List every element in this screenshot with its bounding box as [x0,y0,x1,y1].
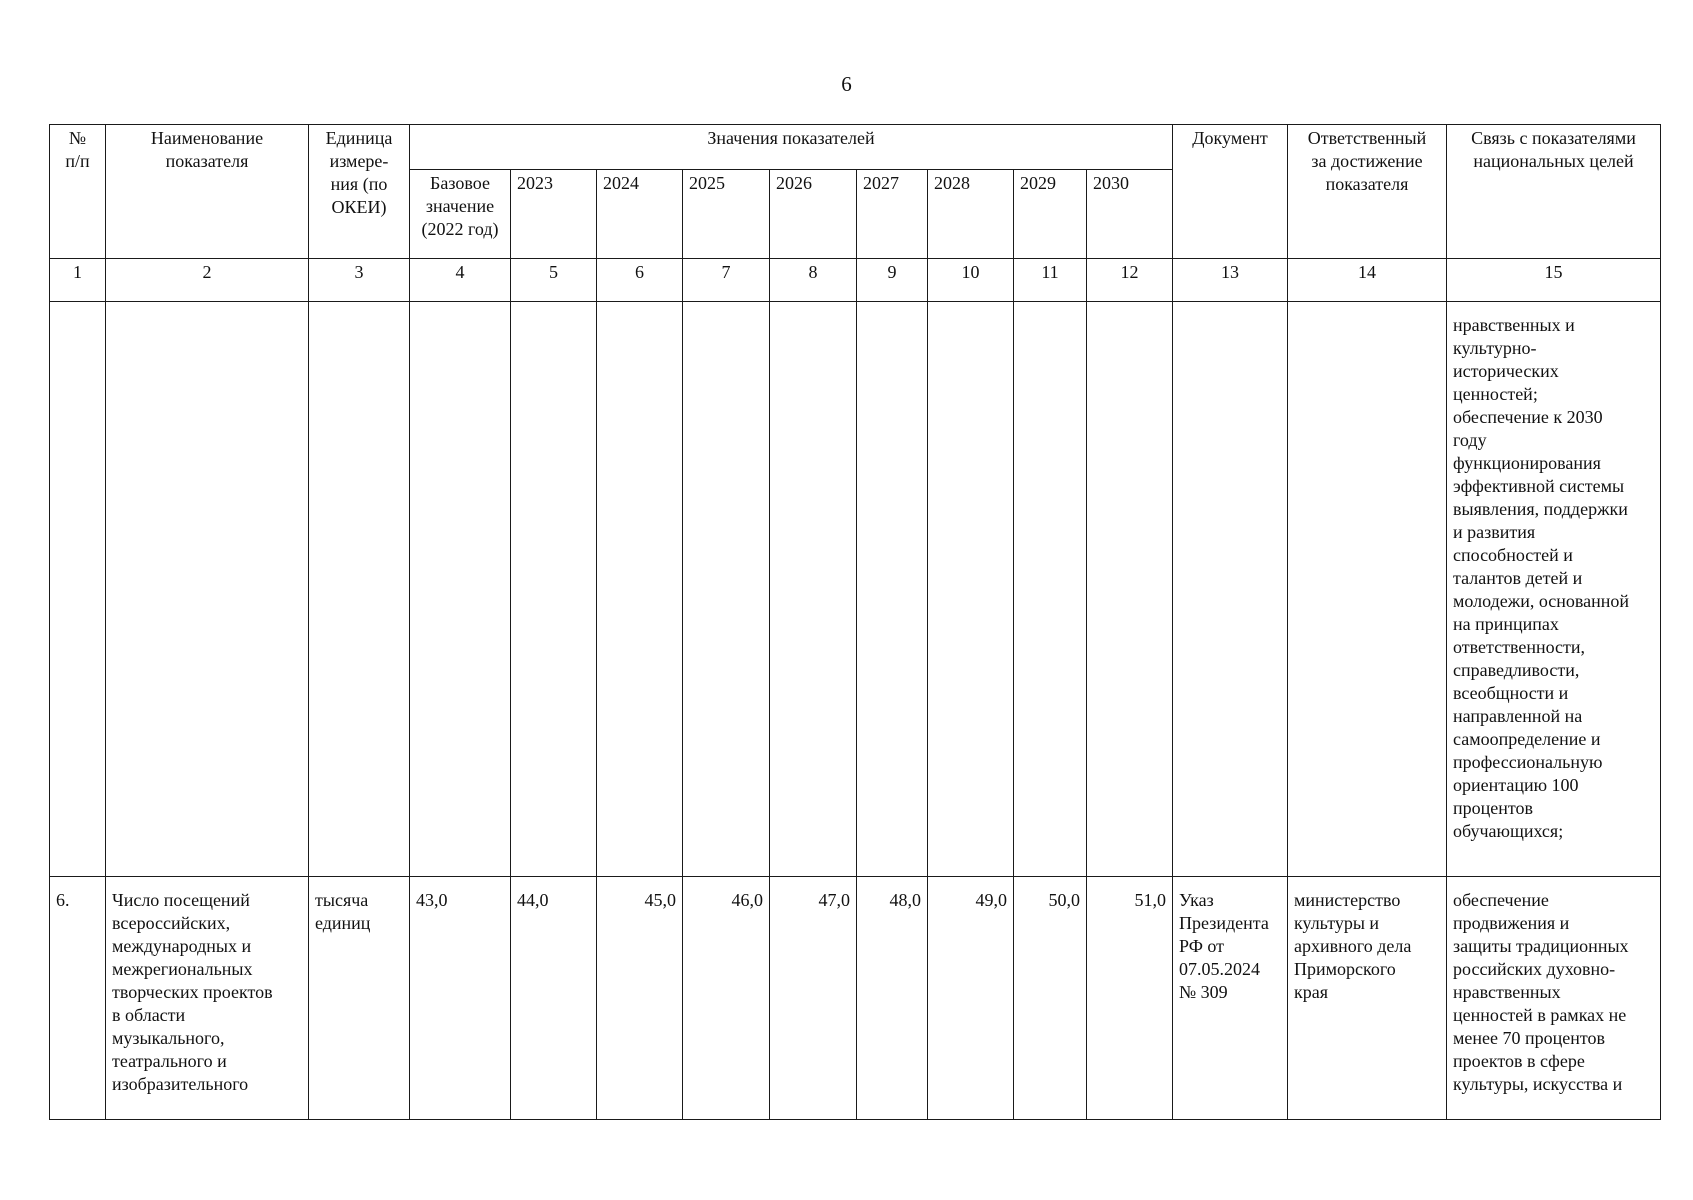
header-unit: Единица измере- ния (по ОКЕИ) [309,125,410,259]
row-6-responsible: министерство культуры и архивного дела Приморского края [1288,877,1447,1120]
column-number: 10 [928,259,1014,302]
column-number: 2 [106,259,309,302]
column-number: 1 [50,259,106,302]
header-year-2025: 2025 [683,170,770,259]
header-responsible: Ответственный за достижение показателя [1288,125,1447,259]
header-num: № п/п [50,125,106,259]
header-year-2028: 2028 [928,170,1014,259]
row-6-link: обеспечение продвижения и защиты традиционных российских духовно- нравственных ценностей в рамках не менее 70 процентов проектов в сфере культуры, искусства и [1447,877,1661,1120]
row-6-value-2026: 47,0 [770,877,857,1120]
table-cell-empty [857,302,928,877]
column-number: 3 [309,259,410,302]
column-number: 11 [1014,259,1087,302]
table-cell-empty [50,302,106,877]
column-number: 6 [597,259,683,302]
column-number: 14 [1288,259,1447,302]
page-number: 6 [841,72,852,96]
row-6-value-2029: 50,0 [1014,877,1087,1120]
column-number: 5 [511,259,597,302]
column-number: 8 [770,259,857,302]
row-6-document: Указ Президента РФ от 07.05.2024 № 309 [1173,877,1288,1120]
header-link: Связь с показателями национальных целей [1447,125,1661,259]
row-6-value-2030: 51,0 [1087,877,1173,1120]
row-6-value-2025: 46,0 [683,877,770,1120]
header-year-2030: 2030 [1087,170,1173,259]
continued-link-cell: нравственных и культурно- исторических ценностей; обеспечение к 2030 году функционирования эффективной системы выявления, поддержки и развития способностей и талантов детей и молодежи, основанной на принципах ответственности, справедливости, всеобщности и направленной на самоопределение и профессиональную ориентацию 100 процентов обучающихся; [1447,302,1661,877]
table-row-6 [50,877,1661,1120]
column-number: 7 [683,259,770,302]
header-year-2023: 2023 [511,170,597,259]
header-base: Базовое значение (2022 год) [410,170,511,259]
row-6-name: Число посещений всероссийских, международных и межрегиональных творческих проектов в области музыкального, театрального и изобразительного [106,877,309,1120]
table-cell-empty [106,302,309,877]
header-values-group: Значения показателей [410,125,1173,170]
row-6-unit: тысяча единиц [309,877,410,1120]
row-6-base: 43,0 [410,877,511,1120]
column-number: 13 [1173,259,1288,302]
header-year-2027: 2027 [857,170,928,259]
column-numbers-row [50,259,1661,302]
row-6-value-2023: 44,0 [511,877,597,1120]
row-6-num: 6. [50,877,106,1120]
header-year-2026: 2026 [770,170,857,259]
header-document: Документ [1173,125,1288,259]
table-cell-empty [597,302,683,877]
table-cell-empty [683,302,770,877]
indicators-table [49,124,1661,1120]
column-number: 15 [1447,259,1661,302]
table-cell-empty [928,302,1014,877]
table-row-continued [50,302,1661,877]
table-cell-empty [410,302,511,877]
header-year-2024: 2024 [597,170,683,259]
column-number: 12 [1087,259,1173,302]
table-cell-empty [1014,302,1087,877]
row-6-value-2024: 45,0 [597,877,683,1120]
column-number: 9 [857,259,928,302]
header-row-top [50,125,1661,170]
table-cell-empty [770,302,857,877]
row-6-value-2028: 49,0 [928,877,1014,1120]
table-cell-empty [1173,302,1288,877]
table-cell-empty [1087,302,1173,877]
table-cell-empty [1288,302,1447,877]
column-number: 4 [410,259,511,302]
table-cell-empty [309,302,410,877]
header-name: Наименование показателя [106,125,309,259]
header-year-2029: 2029 [1014,170,1087,259]
table-cell-empty [511,302,597,877]
row-6-value-2027: 48,0 [857,877,928,1120]
